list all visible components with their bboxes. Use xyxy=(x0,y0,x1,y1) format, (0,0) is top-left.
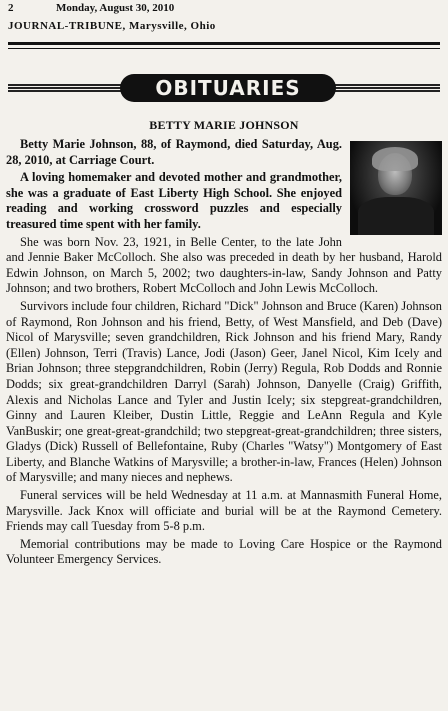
header-date: Monday, August 30, 2010 xyxy=(56,2,175,14)
obituary-name: BETTY MARIE JOHNSON xyxy=(149,118,299,132)
section-title: OBITUARIES xyxy=(120,74,336,102)
photo-shoulders xyxy=(358,197,434,235)
paragraph-lead: Betty Marie Johnson, 88, of Raymond, died Saturday, Aug. 28, 2010, at Carriage Court. xyxy=(6,137,342,167)
paragraph-survivors: Survivors include four children, Richard "Dick" Johnson and Bruce (Karen) Johnson of Raymond, Ron Johnson and his friend, Betty, of West Mansfield, and Deb (Dave) Nicol of Marysville; seven grandchildren, Rick Johnson and his friend Mary, Randy (Ellen) Johnson, Terri (Travis) Lance, Jodi (Jason) Geer, Janel Nicol, Kim Icely and Brian Johnson; three stepgrandchildren, Robin (Jerry) Regula, Rob Dodds and Ronnie Dodds; six great-grandchildren Darryl (Sarah) Johnson, Danyelle (Craig) Griffith, Alexis and Nicholas Lance and Tyler and Justin Icely; six stepgreat-grandchildren, Ginny and Lauren Kleiber, Dustin Little, Reggie and LeAnn Regula and Kyle VanBuskir; one great-great-grandchild; two stepgreat-great-grandchildren; three sisters, Gladys (Dick) Russell of Bellefontaine, Ruby (Charles "Watsy") Montgomery of East Liberty, and Blanche Watkins of Marysville; a brother-in-law, Frances (Helen) Johnson of Marysville; and many nieces and nephews. xyxy=(6,298,442,485)
header-paper xyxy=(8,20,440,32)
page-header xyxy=(8,0,440,52)
paragraph-services: Funeral services will be held Wednesday at 11 a.m. at Mannasmith Funeral Home, Marysville. Jack Knox will officiate and burial will be at the Raymond Cemetery. Friends may call Tuesday from 5-8 p.m. xyxy=(6,488,442,534)
header-rule-thin xyxy=(8,48,440,49)
header-rule-thick xyxy=(8,42,440,45)
paragraph-birth: She was born Nov. 23, 1921, in Belle Center, to the late John and Jennie Baker McColloch. She also was preceded in death by her husband, Harold Edwin Johnson, on March 5, 2002; two daughters-in-law, Sandy Johnson and Patty Johnson; and two brothers, Robert McColloch and John Lewis McColloch. xyxy=(6,234,442,296)
portrait-photo xyxy=(350,141,442,235)
obituary-article xyxy=(6,118,442,568)
paper-name: JOURNAL-TRIBUNE, Marysville, Ohio xyxy=(8,20,216,32)
paragraph-tribute: A loving homemaker and devoted mother and grandmother, she was a graduate of East Liberty High School. She enjoyed reading and working crossword puzzles and especially treasured time spent with her family. xyxy=(6,170,342,231)
page-number: 2 xyxy=(8,2,14,14)
paragraph-memorials: Memorial contributions may be made to Loving Care Hospice or the Raymond Volunteer Emergency Services. xyxy=(6,536,442,567)
section-banner xyxy=(8,70,440,106)
photo-hair xyxy=(372,147,418,171)
